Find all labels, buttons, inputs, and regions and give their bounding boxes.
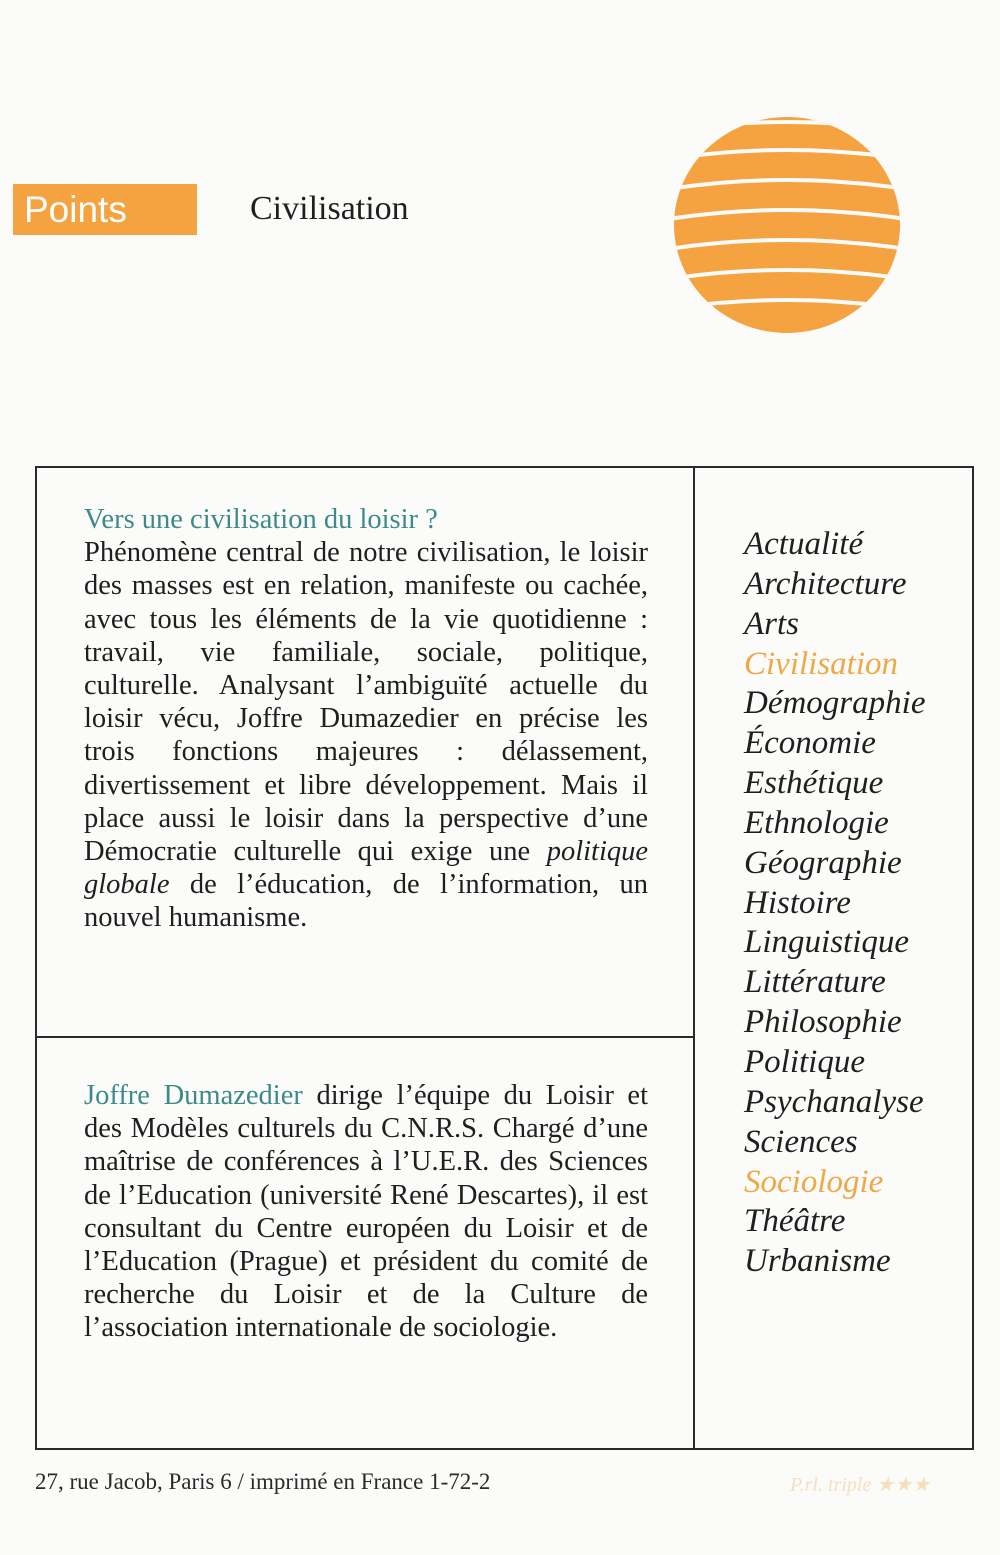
imprint-footer: 27, rue Jacob, Paris 6 / imprimé en France 1-72-2 [35, 1469, 491, 1494]
author-block [84, 1079, 648, 1345]
summary-heading: Vers une civilisation du loisir ? [84, 504, 438, 535]
row-divider [35, 1036, 695, 1038]
series-badge-label: Points [24, 189, 127, 230]
category-item: Architecture [744, 565, 907, 602]
category-item: Politique [744, 1043, 865, 1080]
striped-globe-icon [672, 114, 902, 336]
category-item: Économie [744, 725, 876, 762]
category-item: Psychanalyse [744, 1083, 924, 1120]
category-item: Démographie [744, 685, 926, 722]
category-item: Arts [744, 605, 800, 642]
column-divider [693, 466, 695, 1450]
summary-block [84, 503, 648, 935]
category-item: Géographie [744, 844, 902, 881]
category-item: Théâtre [744, 1203, 846, 1240]
author-bio: dirige l’équipe du Loisir et des Modèles culturels du C.N.R.S. Chargé d’une maîtrise de conférences à l’U.E.R. des Sciences de l’Education (université René Descartes), il est consultant du Centre européen du Loisir et de l’Education (Prague) et président du comité de recherche du Loisir et de la Culture de l’association internationale de sociologie. [84, 1080, 649, 1344]
category-item: Philosophie [744, 1004, 902, 1041]
category-item: Littérature [744, 964, 886, 1001]
summary-text-main: Phénomène central de notre civilisation, le loisir des masses est en relation, manifeste ou cachée, avec tous les éléments de la vie quotidienne : travail, vie familiale, sociale, politique, culturelle. Analysant l’ambiguïté actuelle du loisir vécu, Joffre Dumazedier en précise les trois fonctions majeures : délassement, divertissement et libre développement. Mais il place aussi le loisir dans la perspective d’une Démocratie culturelle qui exige une [84, 537, 648, 868]
category-item: Ethnologie [744, 804, 889, 841]
category-list [744, 525, 925, 1282]
series-badge [13, 184, 197, 235]
category-item: Civilisation [744, 645, 899, 682]
summary-text-end: de l’éducation, de l’information, un nouvel humanisme. [84, 869, 648, 934]
series-title: Civilisation [250, 190, 409, 227]
category-item: Sciences [744, 1123, 858, 1160]
category-item: Esthétique [744, 765, 884, 802]
faint-print-mark: P.rl. triple ★★★ [790, 1474, 931, 1496]
category-item: Histoire [744, 884, 851, 921]
category-item: Linguistique [744, 924, 910, 961]
category-item: Sociologie [744, 1163, 884, 1200]
summary-italic-phrase: politique globale [84, 836, 649, 901]
summary-text [84, 536, 648, 934]
author-name: Joffre Dumazedier [84, 1080, 303, 1111]
category-item: Actualité [744, 526, 864, 562]
category-item: Urbanisme [744, 1243, 891, 1280]
